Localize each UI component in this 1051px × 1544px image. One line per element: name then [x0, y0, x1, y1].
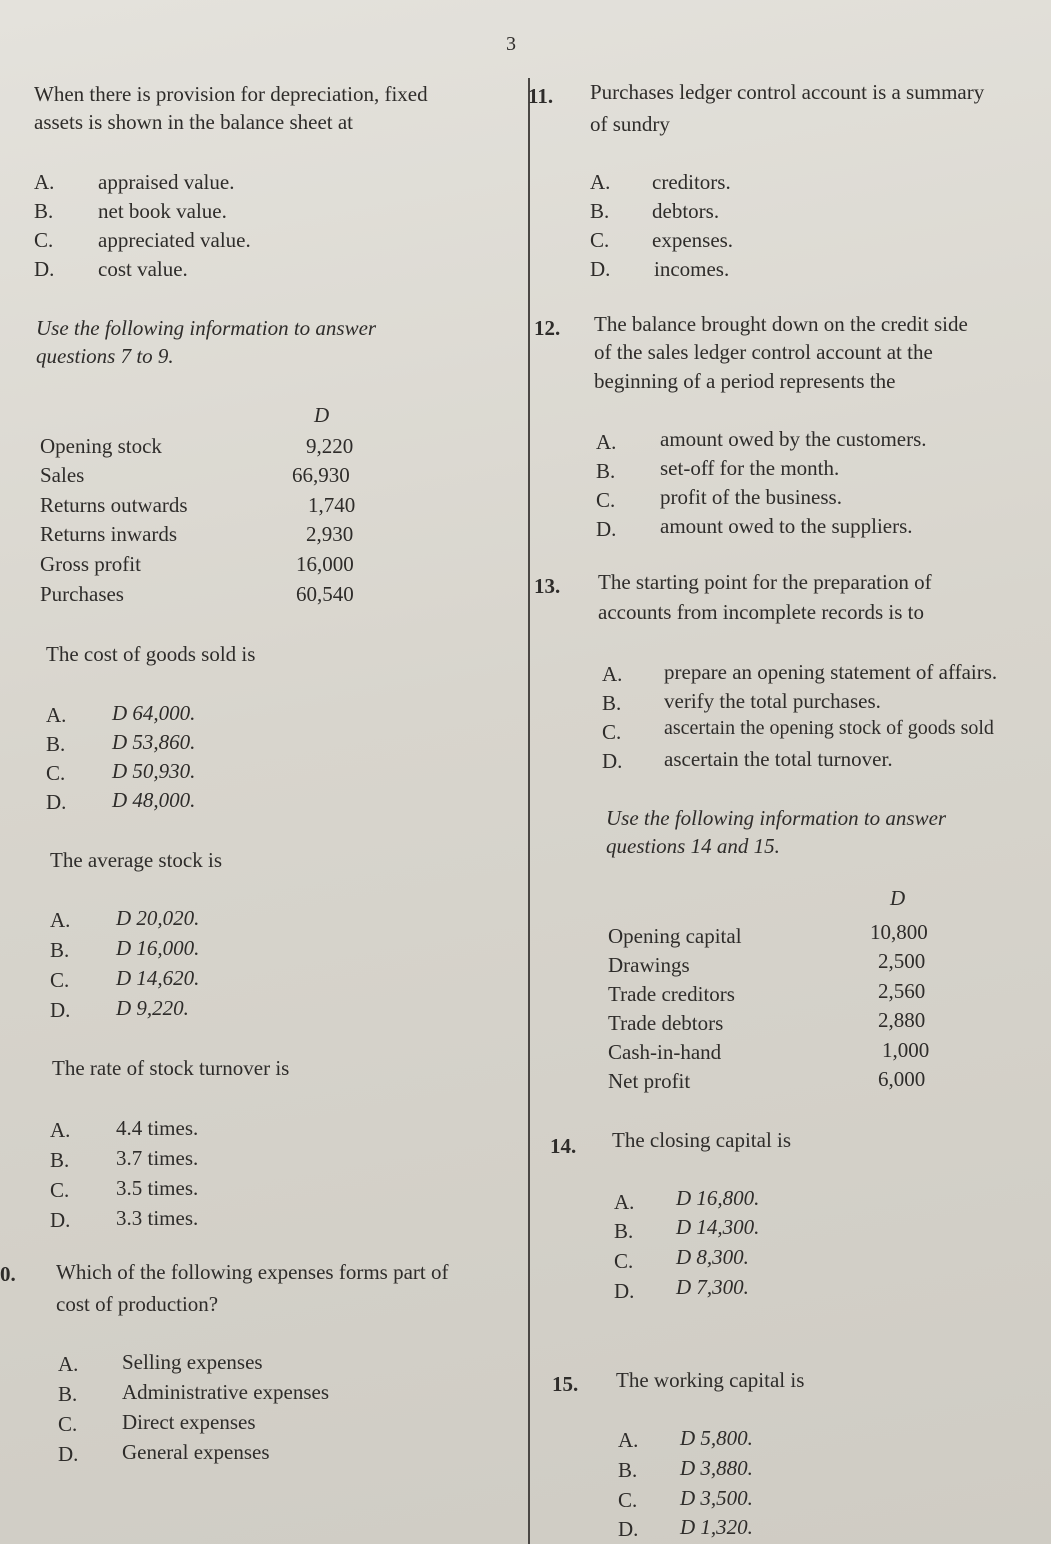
- q6-option-b-letter: B.: [34, 199, 54, 223]
- q10-option-a-letter: A.: [58, 1352, 79, 1376]
- info-14-15-line2: questions 14 and 15.: [606, 834, 780, 858]
- q8-option-b-text[interactable]: D 16,000.: [116, 936, 200, 960]
- q15-option-c-letter: C.: [618, 1488, 638, 1512]
- info-14-15-label-opening-capital: Opening capital: [608, 924, 742, 948]
- q11-option-b-letter: B.: [590, 199, 610, 223]
- info-7-9-line1: Use the following information to answer: [36, 316, 377, 340]
- q15-option-a-text[interactable]: D 5,800.: [680, 1426, 753, 1450]
- q9-option-b-text[interactable]: 3.7 times.: [116, 1146, 199, 1170]
- q9-option-a-text[interactable]: 4.4 times.: [116, 1116, 199, 1140]
- q6-option-b-text[interactable]: net book value.: [98, 199, 227, 223]
- q6-option-c-text[interactable]: appreciated value.: [98, 228, 251, 252]
- q7-option-c-letter: C.: [46, 761, 66, 785]
- q14-option-b-text[interactable]: D 14,300.: [676, 1215, 760, 1239]
- q13-option-b-text[interactable]: verify the total purchases.: [664, 689, 881, 713]
- q11-option-d-text[interactable]: incomes.: [654, 257, 730, 281]
- q15-stem: The working capital is: [616, 1368, 805, 1392]
- q8-option-b-letter: B.: [50, 938, 70, 962]
- q10-option-c-text[interactable]: Direct expenses: [122, 1410, 256, 1434]
- q6-option-d-text[interactable]: cost value.: [98, 257, 188, 281]
- q11-option-c-text[interactable]: expenses.: [652, 228, 734, 252]
- q15-option-b-letter: B.: [618, 1458, 638, 1482]
- q8-option-a-letter: A.: [50, 908, 71, 932]
- info-14-15-value-net-profit: 6,000: [878, 1067, 926, 1091]
- q6-option-d-letter: D.: [34, 257, 55, 281]
- info-14-15-label-trade-creditors: Trade creditors: [608, 982, 735, 1006]
- q6-option-c-letter: C.: [34, 228, 54, 252]
- q10-option-d-letter: D.: [58, 1442, 79, 1466]
- q6-stem-line2: assets is shown in the balance sheet at: [34, 110, 353, 134]
- info-7-9-label-sales: Sales: [40, 463, 85, 487]
- info-7-9-currency-header: D: [314, 403, 330, 427]
- info-7-9-label-gross-profit: Gross profit: [40, 552, 141, 576]
- info-14-15-line1: Use the following information to answer: [606, 806, 947, 830]
- q15-option-b-text[interactable]: D 3,880.: [680, 1456, 753, 1480]
- q12-option-b-text[interactable]: set-off for the month.: [660, 456, 840, 480]
- info-14-15-label-net-profit: Net profit: [608, 1069, 691, 1093]
- info-14-15-label-cash-in-hand: Cash-in-hand: [608, 1040, 722, 1064]
- q14-stem: The closing capital is: [612, 1128, 792, 1152]
- info-14-15-value-trade-creditors: 2,560: [878, 979, 926, 1003]
- q7-option-d-text[interactable]: D 48,000.: [112, 788, 196, 812]
- q14-option-c-letter: C.: [614, 1249, 634, 1273]
- info-7-9-value-sales: 66,930: [292, 463, 350, 487]
- q10-option-c-letter: C.: [58, 1412, 78, 1436]
- q12-number: 12.: [534, 316, 561, 340]
- info-14-15-value-opening-capital: 10,800: [870, 920, 928, 944]
- q13-option-d-text[interactable]: ascertain the total turnover.: [664, 747, 893, 771]
- info-7-9-value-gross-profit: 16,000: [296, 552, 354, 576]
- q7-stem: The cost of goods sold is: [46, 642, 256, 666]
- q10-stem-line1: Which of the following expenses forms part of: [56, 1260, 449, 1284]
- q15-number: 15.: [552, 1372, 579, 1396]
- q12-option-a-text[interactable]: amount owed by the customers.: [660, 427, 927, 451]
- q12-option-b-letter: B.: [596, 459, 616, 483]
- q12-option-d-letter: D.: [596, 517, 617, 541]
- q13-number: 13.: [534, 574, 561, 598]
- info-7-9-value-returns-outwards: 1,740: [308, 493, 356, 517]
- q14-option-d-text[interactable]: D 7,300.: [676, 1275, 749, 1299]
- q13-stem-line2: accounts from incomplete records is to: [598, 600, 924, 624]
- info-7-9-value-opening-stock: 9,220: [306, 434, 354, 458]
- q12-option-c-text[interactable]: profit of the business.: [660, 485, 842, 509]
- q11-option-d-letter: D.: [590, 257, 611, 281]
- info-7-9-value-returns-inwards: 2,930: [306, 522, 354, 546]
- q13-option-c-letter: C.: [602, 720, 622, 744]
- q9-option-d-text[interactable]: 3.3 times.: [116, 1206, 199, 1230]
- q8-option-a-text[interactable]: D 20,020.: [116, 906, 200, 930]
- q9-option-a-letter: A.: [50, 1118, 71, 1142]
- q13-option-d-letter: D.: [602, 749, 623, 773]
- q14-option-b-letter: B.: [614, 1219, 634, 1243]
- q10-stem-line2: cost of production?: [56, 1292, 219, 1316]
- q11-option-c-letter: C.: [590, 228, 610, 252]
- page-number: 3: [506, 33, 516, 55]
- q9-stem: The rate of stock turnover is: [52, 1056, 290, 1080]
- q8-option-c-text[interactable]: D 14,620.: [116, 966, 200, 990]
- q9-option-c-letter: C.: [50, 1178, 70, 1202]
- q7-option-a-text[interactable]: D 64,000.: [112, 701, 196, 725]
- q11-option-a-letter: A.: [590, 170, 611, 194]
- q15-option-d-letter: D.: [618, 1517, 639, 1541]
- q11-option-a-text[interactable]: creditors.: [652, 170, 731, 194]
- q11-stem-line2: of sundry: [590, 112, 670, 136]
- q14-option-d-letter: D.: [614, 1279, 635, 1303]
- q13-option-a-letter: A.: [602, 662, 623, 686]
- q8-option-d-letter: D.: [50, 998, 71, 1022]
- q11-stem-line1: Purchases ledger control account is a summary: [590, 80, 985, 104]
- q14-option-a-text[interactable]: D 16,800.: [676, 1186, 760, 1210]
- q13-option-c-text[interactable]: ascertain the opening stock of goods sold: [664, 717, 994, 739]
- info-14-15-currency-header: D: [890, 886, 906, 910]
- q10-number: 0.: [0, 1262, 16, 1286]
- q10-option-d-text[interactable]: General expenses: [122, 1440, 270, 1464]
- q10-option-b-text[interactable]: Administrative expenses: [122, 1380, 330, 1404]
- info-14-15-value-cash-in-hand: 1,000: [882, 1038, 930, 1062]
- q9-option-c-text[interactable]: 3.5 times.: [116, 1176, 199, 1200]
- q7-option-b-letter: B.: [46, 732, 66, 756]
- q15-option-c-text[interactable]: D 3,500.: [680, 1486, 753, 1510]
- q9-option-d-letter: D.: [50, 1208, 71, 1232]
- q10-option-a-text[interactable]: Selling expenses: [122, 1350, 263, 1374]
- info-7-9-line2: questions 7 to 9.: [36, 344, 174, 368]
- q6-option-a-text[interactable]: appraised value.: [98, 170, 235, 194]
- q6-option-a-letter: A.: [34, 170, 55, 194]
- info-14-15-value-trade-debtors: 2,880: [878, 1008, 926, 1032]
- q12-option-d-text[interactable]: amount owed to the suppliers.: [660, 514, 913, 538]
- q8-option-c-letter: C.: [50, 968, 70, 992]
- q15-option-d-text[interactable]: D 1,320.: [680, 1515, 753, 1539]
- info-7-9-label-returns-outwards: Returns outwards: [40, 493, 188, 517]
- q8-option-d-text[interactable]: D 9,220.: [116, 996, 189, 1020]
- q9-option-b-letter: B.: [50, 1148, 70, 1172]
- q13-option-a-text[interactable]: prepare an opening statement of affairs.: [664, 660, 998, 684]
- q13-stem-line1: The starting point for the preparation of: [598, 570, 932, 594]
- q11-number: 11.: [528, 84, 554, 108]
- q14-option-c-text[interactable]: D 8,300.: [676, 1245, 749, 1269]
- q8-stem: The average stock is: [50, 848, 223, 872]
- info-7-9-label-opening-stock: Opening stock: [40, 434, 162, 458]
- column-divider: [528, 78, 530, 1544]
- q14-option-a-letter: A.: [614, 1190, 635, 1214]
- info-14-15-label-trade-debtors: Trade debtors: [608, 1011, 724, 1035]
- q11-option-b-text[interactable]: debtors.: [652, 199, 720, 223]
- info-7-9-value-purchases: 60,540: [296, 582, 354, 606]
- info-14-15-label-drawings: Drawings: [608, 953, 690, 977]
- q12-stem-line2: of the sales ledger control account at the: [594, 340, 933, 364]
- q12-option-a-letter: A.: [596, 430, 617, 454]
- info-7-9-label-purchases: Purchases: [40, 582, 124, 606]
- info-14-15-value-drawings: 2,500: [878, 949, 926, 973]
- q7-option-c-text[interactable]: D 50,930.: [112, 759, 196, 783]
- q7-option-b-text[interactable]: D 53,860.: [112, 730, 196, 754]
- q13-option-b-letter: B.: [602, 691, 622, 715]
- q14-number: 14.: [550, 1134, 577, 1158]
- q15-option-a-letter: A.: [618, 1428, 639, 1452]
- q6-stem-line1: When there is provision for depreciation, fixed: [34, 82, 428, 106]
- q7-option-d-letter: D.: [46, 790, 67, 814]
- q12-stem-line3: beginning of a period represents the: [594, 369, 896, 393]
- q12-option-c-letter: C.: [596, 488, 616, 512]
- q10-option-b-letter: B.: [58, 1382, 78, 1406]
- info-7-9-label-returns-inwards: Returns inwards: [40, 522, 178, 546]
- q12-stem-line1: The balance brought down on the credit side: [594, 312, 968, 336]
- q7-option-a-letter: A.: [46, 703, 67, 727]
